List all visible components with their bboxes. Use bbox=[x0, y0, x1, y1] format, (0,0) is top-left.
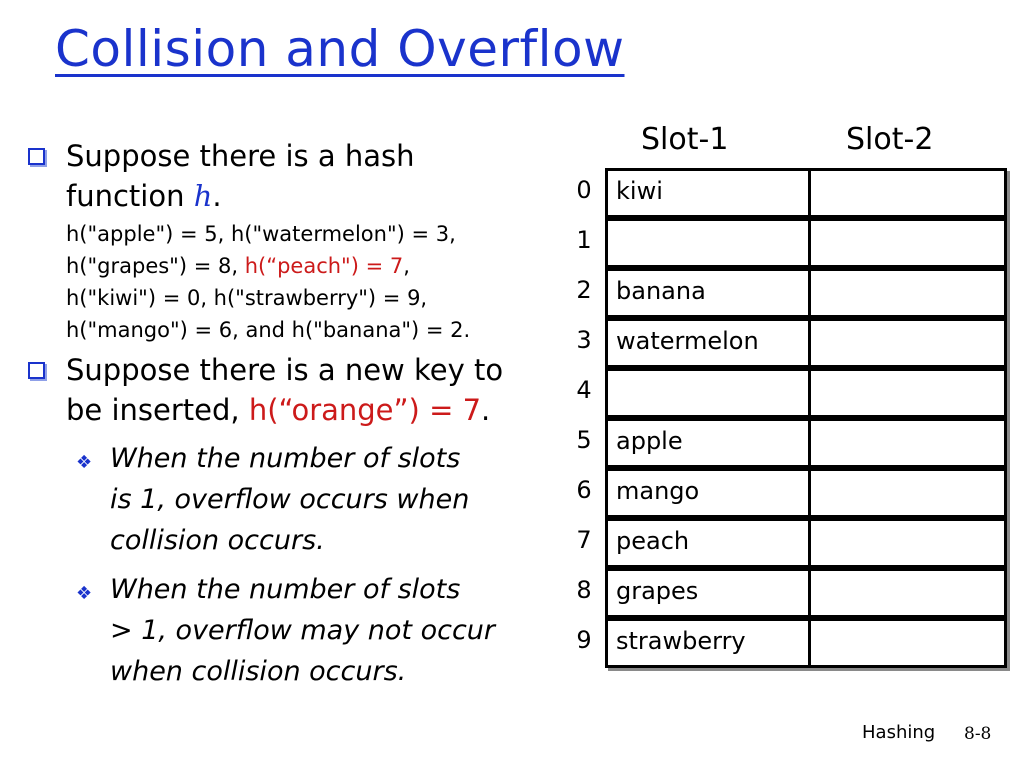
table-row bbox=[570, 518, 1010, 568]
slot1-cell: peach bbox=[605, 518, 815, 568]
page-number: 8-8 bbox=[964, 724, 992, 744]
hash-table bbox=[570, 168, 1010, 668]
table-row bbox=[570, 318, 1010, 368]
table-row bbox=[570, 618, 1010, 668]
slot2-cell bbox=[808, 518, 1007, 568]
hash-line bbox=[66, 250, 544, 282]
bucket-index: 1 bbox=[576, 226, 592, 254]
subbullet-line: when collision occurs. bbox=[110, 656, 407, 687]
bucket-index: 2 bbox=[576, 276, 592, 304]
text-segment: h("grapes") = 8, bbox=[66, 254, 245, 278]
text-segment: , bbox=[403, 254, 410, 278]
bullet-hash-function bbox=[24, 136, 544, 346]
slot2-cell bbox=[808, 268, 1007, 318]
diamond-bullet-icon: ❖ bbox=[76, 452, 93, 473]
slot2-header: Slot-2 bbox=[846, 122, 934, 157]
slot1-cell: apple bbox=[605, 418, 815, 468]
subbullet-line: collision occurs. bbox=[110, 525, 325, 556]
slot1-cell: watermelon bbox=[605, 318, 815, 368]
table-row bbox=[570, 568, 1010, 618]
table-row bbox=[570, 268, 1010, 318]
text-segment: . bbox=[212, 179, 222, 213]
slot1-cell bbox=[605, 218, 815, 268]
slot1-cell: strawberry bbox=[605, 618, 815, 668]
slot1-header: Slot-1 bbox=[641, 122, 729, 157]
hash-line: h("kiwi") = 0, h("strawberry") = 9, bbox=[66, 286, 428, 310]
subbullet-line: When the number of slots bbox=[110, 443, 461, 474]
square-bullet-icon bbox=[28, 362, 45, 379]
table-row bbox=[570, 368, 1010, 418]
subbullet-line: When the number of slots bbox=[110, 574, 461, 605]
slot2-cell bbox=[808, 318, 1007, 368]
hash-line: h("mango") = 6, and h("banana") = 2. bbox=[66, 318, 471, 342]
bullet-text-line: Suppose there is a hash bbox=[66, 139, 415, 173]
slot2-cell bbox=[808, 618, 1007, 668]
slot2-cell bbox=[808, 468, 1007, 518]
bucket-index: 4 bbox=[576, 376, 592, 404]
hash-line: h("apple") = 5, h("watermelon") = 3, bbox=[66, 222, 456, 246]
bullet-list bbox=[24, 136, 544, 692]
slot2-cell bbox=[808, 218, 1007, 268]
bullet-text-line bbox=[66, 176, 544, 216]
subbullet-multi-slot bbox=[70, 569, 544, 692]
subbullet-line: is 1, overflow occurs when bbox=[110, 484, 470, 515]
subbullet-single-slot bbox=[70, 438, 544, 561]
bucket-index: 6 bbox=[576, 476, 592, 504]
bucket-index: 7 bbox=[576, 526, 592, 554]
bullet-new-key bbox=[24, 350, 544, 430]
bullet-text-line: Suppose there is a new key to bbox=[66, 353, 504, 387]
table-row bbox=[570, 468, 1010, 518]
bucket-index: 5 bbox=[576, 426, 592, 454]
bullet-text-line bbox=[66, 390, 544, 430]
slot1-cell: grapes bbox=[605, 568, 815, 618]
slot1-cell: mango bbox=[605, 468, 815, 518]
table-row bbox=[570, 168, 1010, 218]
diamond-bullet-icon: ❖ bbox=[76, 583, 93, 604]
footer-label: Hashing bbox=[862, 722, 936, 743]
slide-title: Collision and Overflow bbox=[55, 20, 625, 78]
square-bullet-icon bbox=[28, 148, 45, 165]
text-segment: function bbox=[66, 179, 194, 213]
table-row bbox=[570, 418, 1010, 468]
slot1-cell: banana bbox=[605, 268, 815, 318]
bucket-index: 8 bbox=[576, 576, 592, 604]
bucket-index: 3 bbox=[576, 326, 592, 354]
subbullet-line: > 1, overflow may not occur bbox=[110, 615, 496, 646]
table-row bbox=[570, 218, 1010, 268]
slot2-cell bbox=[808, 168, 1007, 218]
slot1-cell bbox=[605, 368, 815, 418]
text-segment: be inserted, bbox=[66, 393, 249, 427]
bucket-index: 0 bbox=[576, 176, 592, 204]
highlight-peach: h(“peach") = 7 bbox=[244, 254, 404, 278]
highlight-orange: h(“orange”) = 7 bbox=[248, 393, 482, 427]
slot2-cell bbox=[808, 368, 1007, 418]
bucket-index: 9 bbox=[576, 626, 592, 654]
hash-function-symbol: h bbox=[193, 179, 213, 213]
text-segment: . bbox=[481, 393, 491, 427]
slot2-cell bbox=[808, 568, 1007, 618]
slot1-cell: kiwi bbox=[605, 168, 815, 218]
hash-values bbox=[66, 218, 544, 346]
slot2-cell bbox=[808, 418, 1007, 468]
